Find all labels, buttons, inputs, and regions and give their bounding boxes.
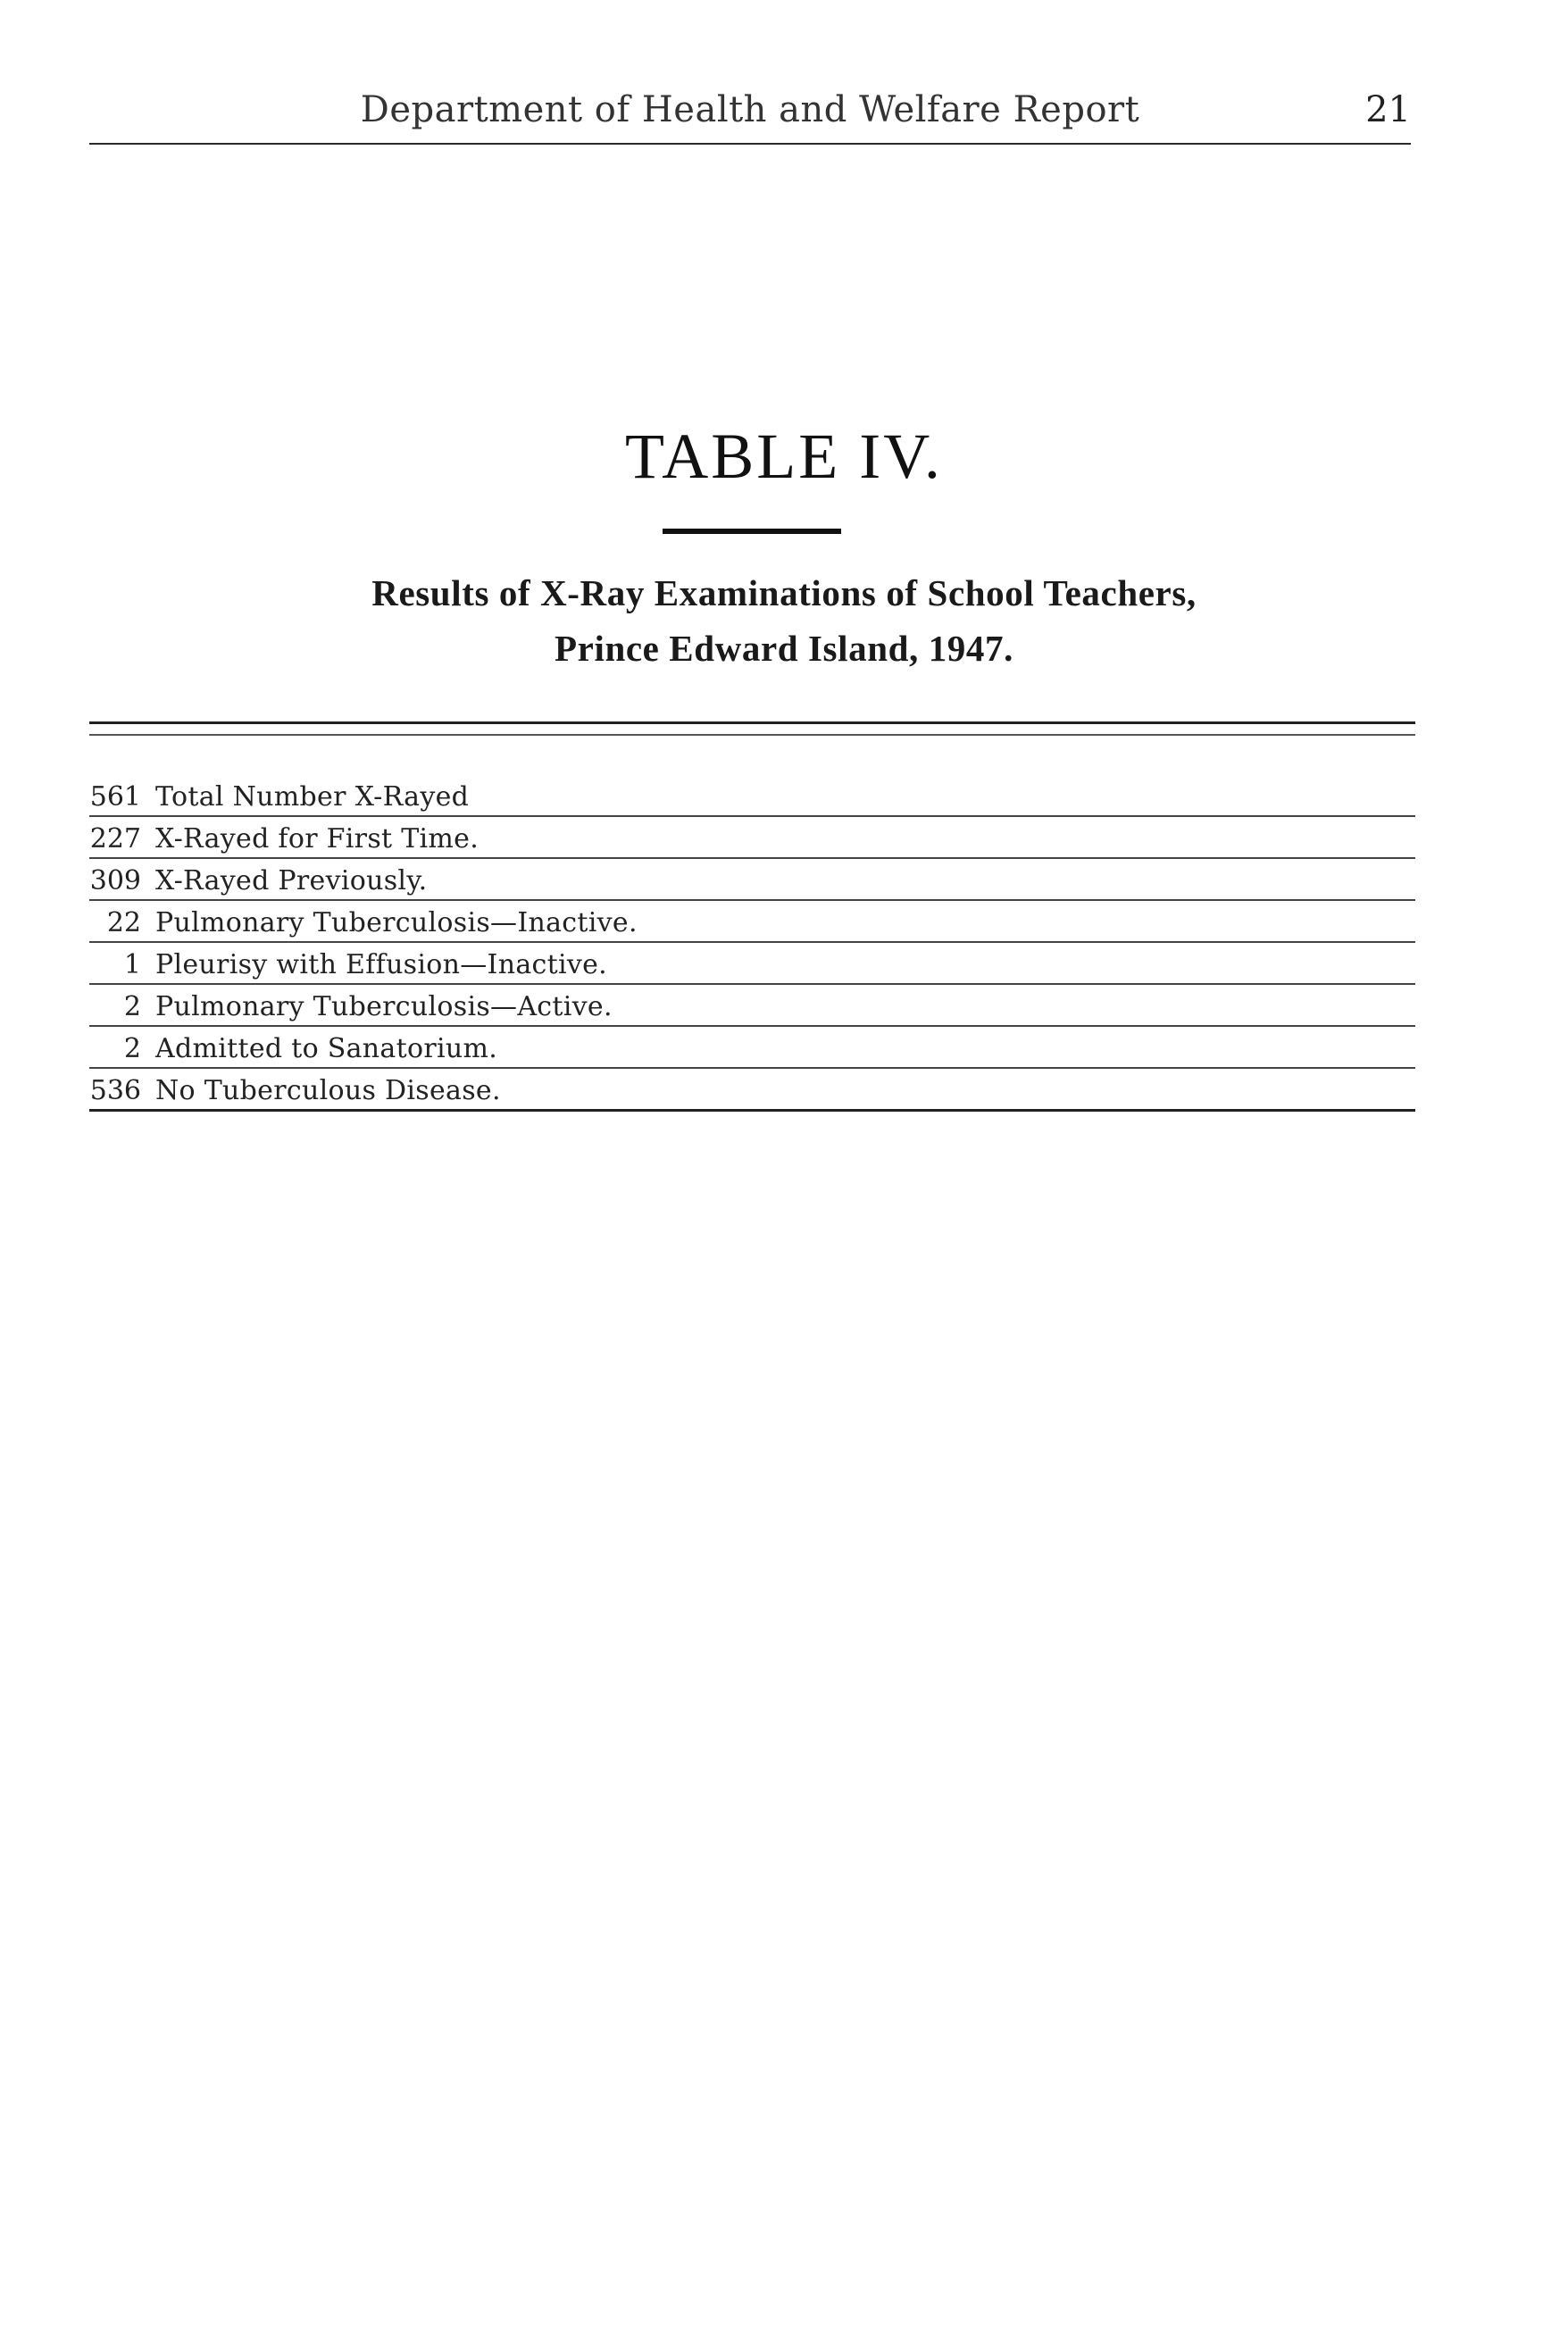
table-row <box>89 943 1415 985</box>
row-count: 2 <box>123 1033 141 1064</box>
row-label: X-Rayed for First Time. <box>155 823 480 855</box>
row-label: Pulmonary Tuberculosis—Active. <box>155 991 613 1022</box>
title-rule <box>663 529 841 534</box>
running-title: Department of Health and Welfare Report <box>360 89 1140 130</box>
table-row <box>89 1069 1415 1112</box>
row-label: Pulmonary Tuberculosis—Inactive. <box>155 907 638 938</box>
table-subtitle-line-2: Prince Edward Island, 1947. <box>555 628 1013 669</box>
table-row <box>89 817 1415 859</box>
table-subtitle-line-1: Results of X-Ray Examinations of School Teachers, <box>371 572 1197 613</box>
running-header <box>89 89 1411 145</box>
row-label: Admitted to Sanatorium. <box>155 1033 498 1064</box>
results-table <box>89 775 1415 1112</box>
table-row <box>89 1027 1415 1069</box>
row-count: 227 <box>89 823 141 855</box>
table-title: TABLE IV. <box>625 421 943 492</box>
row-count: 309 <box>89 865 141 896</box>
row-count: 22 <box>106 907 141 938</box>
table-row <box>89 775 1415 817</box>
row-label: X-Rayed Previously. <box>155 865 428 896</box>
table-row <box>89 901 1415 943</box>
table-top-rule-secondary <box>89 734 1415 736</box>
table-row <box>89 859 1415 901</box>
row-count: 536 <box>89 1075 141 1106</box>
row-label: Pleurisy with Effusion—Inactive. <box>155 949 608 980</box>
row-count: 2 <box>123 991 141 1022</box>
row-count: 1 <box>123 949 141 980</box>
page-number: 21 <box>1365 89 1411 130</box>
table-top-rule <box>89 721 1415 724</box>
row-count: 561 <box>89 781 141 813</box>
row-label: No Tuberculous Disease. <box>155 1075 501 1106</box>
table-row <box>89 985 1415 1027</box>
row-label: Total Number X-Rayed <box>155 781 470 813</box>
